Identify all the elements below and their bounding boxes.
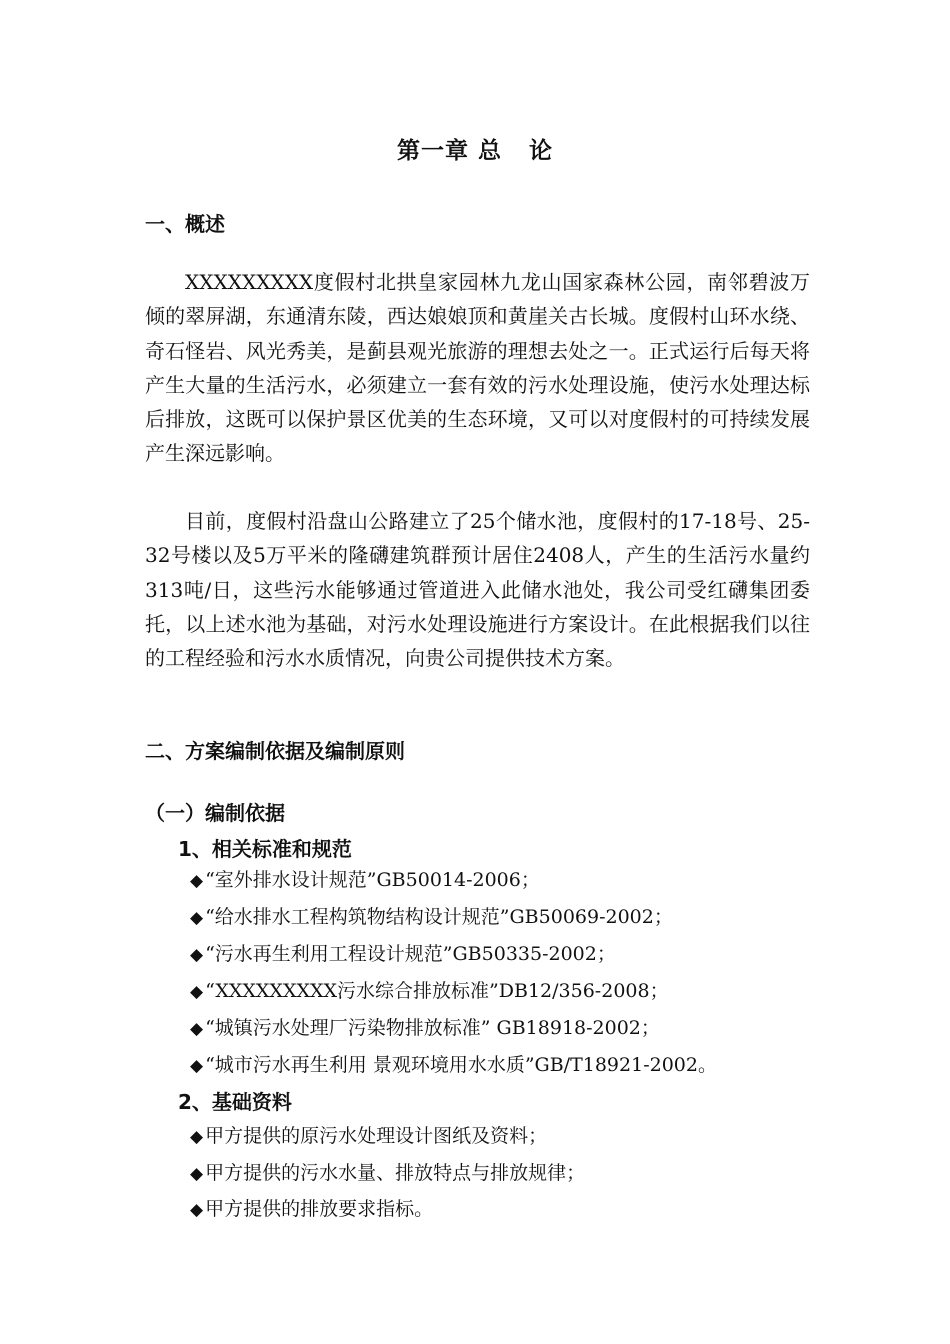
section-heading-basis: 二、方案编制依据及编制原则 — [145, 739, 405, 763]
standard-text: “给水排水工程构筑物结构设计规范”GB50069-2002； — [205, 906, 673, 928]
overview-paragraph-2: 目前，度假村沿盘山公路建立了25个储水池，度假村的17-18号、25-32号楼以及5万平米的隆礴建筑群预计居住2408人，产生的生活污水量约313吨/日，这些污水能够通过管道进入此储水池处，我公司受红礴集团委托，以上述水池为基础，对污水处理设施进行方案设计。在此根据我们以往的工程经验和污水水质情况，向贵公司提供技术方案。 — [145, 509, 810, 671]
diamond-bullet-icon: ◆ — [190, 945, 204, 965]
diamond-bullet-icon: ◆ — [190, 908, 204, 928]
overview-paragraph-1: XXXXXXXXX度假村北拱皇家园林九龙山国家森林公园，南邻碧波万倾的翠屏湖，东通清东陵，西达娘娘顶和黄崖关古长城。度假村山环水绕、奇石怪岩、风光秀美，是蓟县观光旅游的理想去处之一。正式运行后每天将产生大量的生活污水，必须建立一套有效的污水处理设施，使污水处理达标后排放，这既可以保护景区优美的生态环境，又可以对度假村的可持续发展产生深远影响。 — [145, 270, 810, 466]
list-item — [190, 1191, 585, 1228]
standard-text: “XXXXXXXXX污水综合排放标准”DB12/356-2008； — [205, 980, 669, 1002]
diamond-bullet-icon: ◆ — [190, 871, 204, 891]
diamond-bullet-icon: ◆ — [190, 1127, 204, 1147]
standard-text: “城镇污水处理厂污染物排放标准” GB18918-2002； — [205, 1017, 660, 1039]
list-item — [190, 973, 717, 1010]
standard-text: “城市污水再生利用 景观环境用水水质”GB/T18921-2002。 — [205, 1054, 717, 1076]
list-item — [190, 936, 717, 973]
basic-data-text: 甲方提供的污水水量、排放特点与排放规律； — [205, 1161, 586, 1184]
list-item — [190, 1118, 585, 1155]
basic-data-list — [190, 1118, 585, 1228]
list-item — [190, 862, 717, 899]
section-heading-overview: 一、概述 — [145, 212, 225, 236]
list-item — [190, 1010, 717, 1047]
diamond-bullet-icon: ◆ — [190, 1056, 204, 1076]
basic-data-text: 甲方提供的原污水处理设计图纸及资料； — [205, 1125, 548, 1147]
list-item — [190, 1155, 585, 1192]
item-heading-basic-data: 2、基础资料 — [178, 1090, 292, 1114]
basic-data-text: 甲方提供的排放要求指标。 — [205, 1198, 434, 1220]
list-item — [190, 899, 717, 936]
standard-text: “室外排水设计规范”GB50014-2006； — [205, 869, 540, 891]
item-heading-standards: 1、相关标准和规范 — [178, 837, 352, 861]
diamond-bullet-icon: ◆ — [190, 982, 204, 1002]
diamond-bullet-icon: ◆ — [190, 1163, 204, 1184]
diamond-bullet-icon: ◆ — [190, 1200, 204, 1220]
standards-list — [190, 862, 717, 1084]
list-item — [190, 1047, 717, 1084]
diamond-bullet-icon: ◆ — [190, 1019, 204, 1039]
standard-text: “污水再生利用工程设计规范”GB50335-2002； — [205, 943, 616, 965]
chapter-title: 第一章 总 论 — [396, 138, 554, 164]
subsection-heading-basis: （一）编制依据 — [145, 801, 285, 825]
